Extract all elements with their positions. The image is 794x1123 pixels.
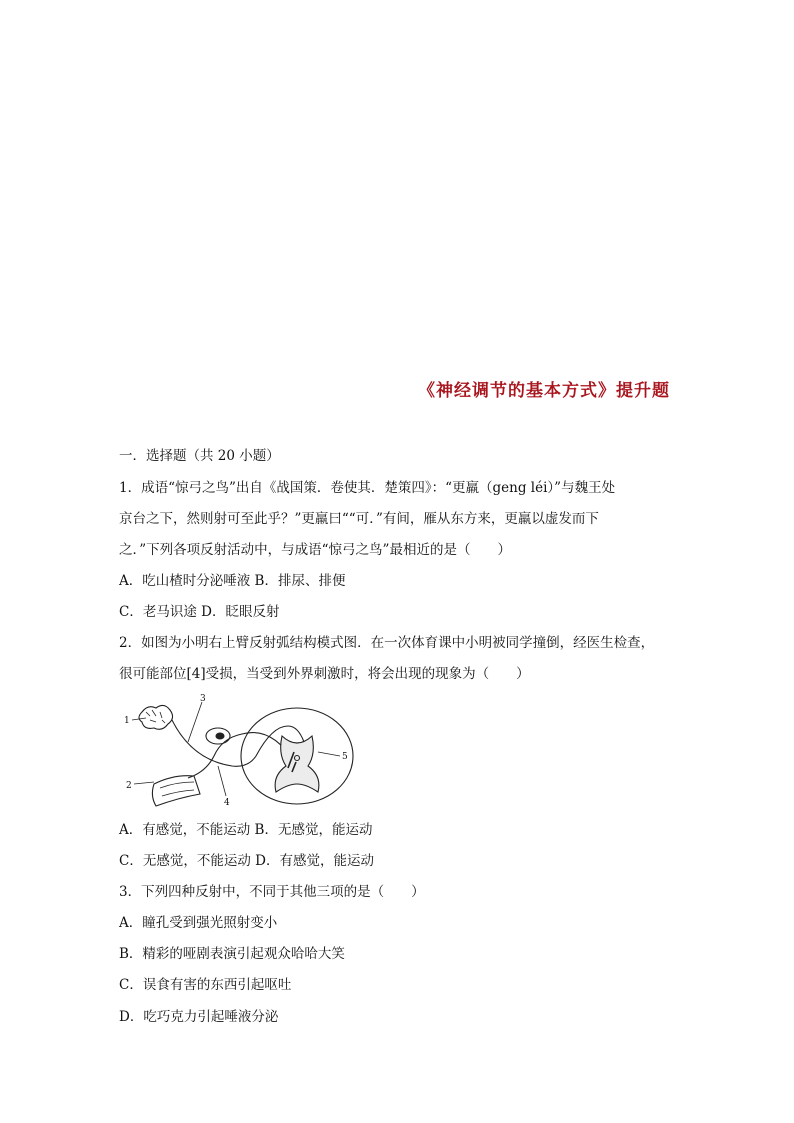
q2-option-ab: A．有感觉，不能运动 B．无感觉，能运动: [119, 822, 373, 838]
receptor-shape: [139, 705, 173, 729]
q1-line-1: 1．成语“惊弓之鸟”出自《战国策．卷使其．楚策四》：“更羸（geng léi）”与魏王处: [119, 480, 616, 496]
figure-label-3: 3: [200, 694, 206, 704]
q2-option-cd: C．无感觉，不能运动 D．有感觉，能运动: [119, 853, 374, 869]
figure-label-1: 1: [124, 716, 130, 726]
figure-label-2: 2: [126, 781, 132, 791]
figure-label-5: 5: [342, 752, 348, 762]
q1-option-cd: C．老马识途 D．眨眼反射: [119, 604, 280, 620]
q3-option-a: A．瞳孔受到强光照射变小: [119, 915, 278, 931]
q3-line-1: 3．下列四种反射中，不同于其他三项的是（ ）: [119, 884, 425, 900]
section-heading: 一．选择题（共 20 小题）: [119, 448, 280, 464]
q3-option-c: C．误食有害的东西引起呕吐: [119, 977, 292, 993]
figure-label-4: 4: [224, 798, 230, 808]
effector-shape: [152, 776, 200, 806]
q1-line-2: 京台之下，然则射可至此乎？”更羸曰““可．”有间，雁从东方来，更羸以虚发而下: [119, 511, 599, 527]
q3-option-d: D．吃巧克力引起唾液分泌: [119, 1009, 279, 1025]
q3-option-b: B．精彩的哑剧表演引起观众哈哈大笑: [119, 946, 345, 962]
grey-matter: [275, 736, 319, 792]
q2-line-2: 很可能部位[4]受损，当受到外界刺激时，将会出现的现象为（ ）: [119, 666, 530, 682]
q1-option-ab: A．吃山楂时分泌唾液 B．排尿、排便: [119, 573, 346, 589]
q1-line-3: 之．”下列各项反射活动中，与成语“惊弓之鸟”最相近的是（ ）: [119, 542, 511, 558]
page-title: 《神经调节的基本方式》提升题: [418, 381, 670, 401]
q2-line-1: 2．如图为小明右上臂反射弧结构模式图．在一次体育课中小明被同学撞倒，经医生检查，: [119, 635, 655, 651]
reflex-arc-figure: [122, 692, 358, 808]
